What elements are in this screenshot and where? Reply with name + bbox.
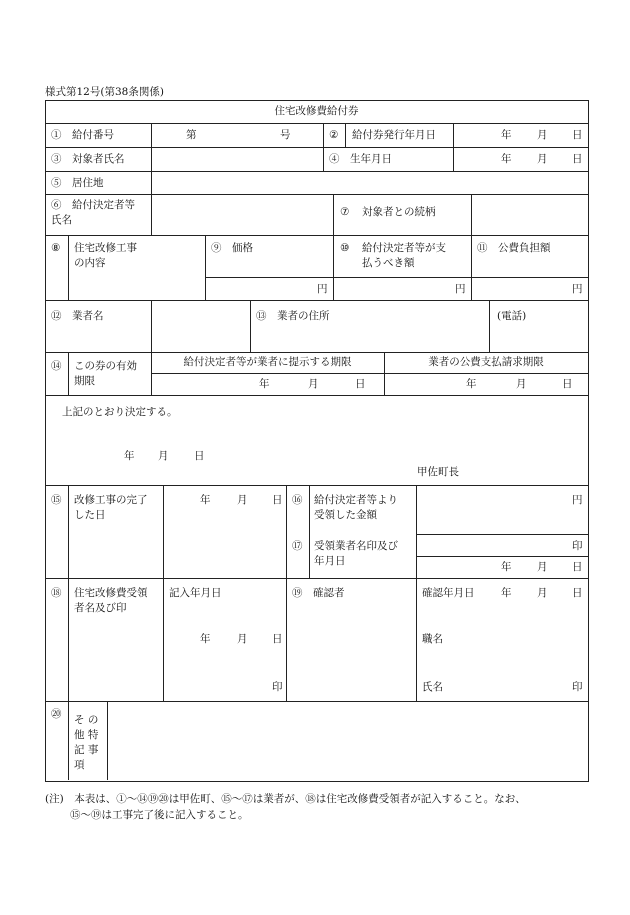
birth-year-label: 年 <box>501 153 512 165</box>
entry-month-label: 月 <box>237 633 248 645</box>
label-relationship: 対象者との続柄 <box>362 206 436 218</box>
birth-month-label: 月 <box>537 153 548 165</box>
completion-month-label: 月 <box>237 494 248 506</box>
label-price: ⑨ 価格 <box>211 242 253 254</box>
num-10: ⑩ <box>340 242 350 254</box>
label-completion-line2: した日 <box>74 509 106 521</box>
label-benefit-number: ① 給付番号 <box>51 129 114 141</box>
label-received-line2: 受領した金額 <box>314 509 377 521</box>
confirm-year-label: 年 <box>501 587 512 599</box>
label-issue-date: 給付券発行年月日 <box>352 129 436 141</box>
form-number: 様式第12号(第38条関係) <box>45 86 164 98</box>
label-birth-date: ④ 生年月日 <box>329 153 392 165</box>
num-8: ⑧ <box>51 242 61 254</box>
form-title: 住宅改修費給付券 <box>274 105 359 117</box>
label-beneficiary-line1: 住宅改修費受領 <box>74 587 148 599</box>
header-claim-deadline: 業者の公費支払請求期限 <box>428 356 544 368</box>
num-18: ⑱ <box>51 587 62 599</box>
label-beneficiary-line2: 者名及び印 <box>74 602 127 614</box>
birth-day-label: 日 <box>572 153 583 165</box>
label-remarks-line3: 記 事 <box>74 744 99 756</box>
issue-year-label: 年 <box>501 129 512 141</box>
num-2: ② <box>329 129 339 141</box>
label-confirmer: ⑲ 確認者 <box>292 587 345 599</box>
confirm-month-label: 月 <box>537 587 548 599</box>
label-contractor-name: ⑫ 業者名 <box>51 310 104 322</box>
mayor-title: 甲佐町長 <box>417 466 459 478</box>
label-contractor-address: ⑬ 業者の住所 <box>256 310 330 322</box>
received-yen: 円 <box>572 494 583 506</box>
text-dai: 第 <box>186 129 197 141</box>
label-entry-date: 記入年月日 <box>169 587 222 599</box>
label-contractor-seal-line1: 受領業者名印及び <box>314 540 398 552</box>
price-yen: 円 <box>317 283 328 295</box>
label-recipient-line2: 氏名 <box>51 214 72 226</box>
num-16: ⑯ <box>292 494 303 506</box>
entry-day-label: 日 <box>272 633 283 645</box>
label-payable-line1: 給付決定者等が支 <box>362 242 446 254</box>
label-remarks-line1: そ の <box>74 714 99 726</box>
contractor-seal-mark: 印 <box>572 540 583 552</box>
label-payable-line2: 払うべき額 <box>362 257 415 269</box>
label-remarks-line4: 項 <box>74 759 85 771</box>
issue-day-label: 日 <box>572 129 583 141</box>
label-validity-line2: 期限 <box>74 375 95 387</box>
seal-month-label: 月 <box>537 561 548 573</box>
completion-year-label: 年 <box>200 494 211 506</box>
claim-day-label: 日 <box>562 378 573 390</box>
label-work-content-line2: の内容 <box>74 257 106 269</box>
decision-year-label: 年 <box>124 450 135 462</box>
label-public-burden: ⑪ 公費負担額 <box>477 242 551 254</box>
seal-year-label: 年 <box>501 561 512 573</box>
num-7: ⑦ <box>340 206 350 218</box>
decision-day-label: 日 <box>194 450 205 462</box>
label-received-line1: 給付決定者等より <box>314 494 398 506</box>
confirm-day-label: 日 <box>572 587 583 599</box>
label-contractor-seal-line2: 年月日 <box>314 555 346 567</box>
label-work-content-line1: 住宅改修工事 <box>74 242 137 254</box>
label-remarks-line2: 他 特 <box>74 729 99 741</box>
text-go: 号 <box>280 129 291 141</box>
completion-day-label: 日 <box>272 494 283 506</box>
present-month-label: 月 <box>308 378 319 390</box>
entry-year-label: 年 <box>200 633 211 645</box>
public-burden-yen: 円 <box>572 283 583 295</box>
issue-month-label: 月 <box>537 129 548 141</box>
beneficiary-seal-mark: 印 <box>272 681 283 693</box>
present-day-label: 日 <box>355 378 366 390</box>
note-line2: ⑮～⑲は工事完了後に記入すること。 <box>70 809 249 821</box>
num-17: ⑰ <box>292 540 303 552</box>
label-residence: ⑤ 居住地 <box>51 177 104 189</box>
label-completion-line1: 改修工事の完了 <box>74 494 148 506</box>
label-confirmer-name: 氏名 <box>422 681 443 693</box>
seal-day-label: 日 <box>572 561 583 573</box>
label-job-title: 職名 <box>422 633 443 645</box>
num-15: ⑮ <box>51 494 62 506</box>
decision-statement: 上記のとおり決定する。 <box>62 406 178 418</box>
header-present-deadline: 給付決定者等が業者に提示する期限 <box>183 356 352 368</box>
present-year-label: 年 <box>259 378 270 390</box>
decision-month-label: 月 <box>158 450 169 462</box>
claim-month-label: 月 <box>516 378 527 390</box>
claim-year-label: 年 <box>466 378 477 390</box>
num-14: ⑭ <box>51 360 62 372</box>
label-subject-name: ③ 対象者氏名 <box>51 153 125 165</box>
label-validity-line1: この券の有効 <box>74 360 137 372</box>
note-line1: (注) 本表は、①～⑭⑲⑳は甲佐町、⑮～⑰は業者が、⑱は住宅改修費受領者が記入すること。なお、 <box>45 793 526 805</box>
label-recipient-line1: ⑥ 給付決定者等 <box>51 199 135 211</box>
confirmer-seal-mark: 印 <box>572 681 583 693</box>
payable-yen: 円 <box>455 283 466 295</box>
label-phone: (電話) <box>497 310 527 322</box>
num-20: ⑳ <box>51 708 62 720</box>
label-confirm-date: 確認年月日 <box>422 587 475 599</box>
